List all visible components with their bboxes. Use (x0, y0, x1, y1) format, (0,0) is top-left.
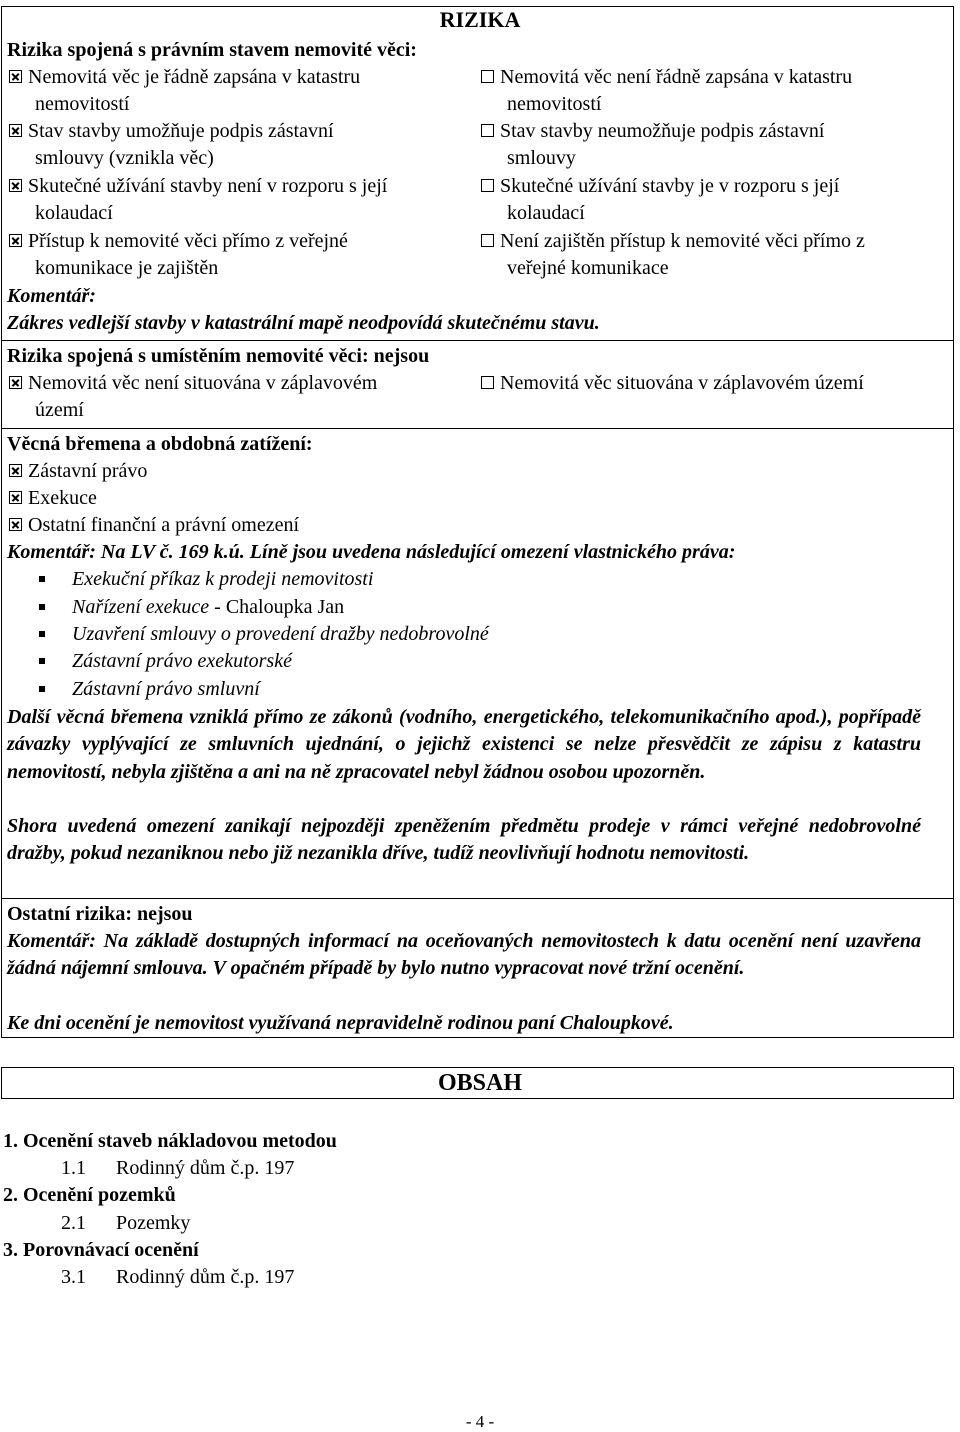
bremena-paragraph-2: Shora uvedená omezení zanikají nejpozději zpeněžením předmětu prodeje v rámci veřejné nedobrovolné dražby, pokud nezaniknou nebo již nezanikla dříve, tudíž neovlivňují hodnotu nemovitosti. (7, 815, 921, 865)
rizika-title: RIZIKA (439, 7, 521, 32)
square-bullet-icon (39, 576, 45, 582)
empty-box-icon[interactable] (481, 376, 494, 389)
checked-box-icon[interactable] (9, 464, 22, 477)
pravni-right-item-cont: nemovitostí (507, 93, 602, 115)
bremena-comment (7, 539, 735, 566)
pravni-comment-label: Komentář: (7, 285, 96, 307)
page-number: - 4 - (465, 1412, 495, 1431)
list-item: Zástavní právo smluvní (39, 676, 260, 703)
bremena-item[interactable]: Ostatní finanční a právní omezení (9, 512, 299, 539)
umisteni-heading: Rizika spojená s umístěním nemovité věci: nejsou (7, 345, 430, 367)
pravni-left-item[interactable]: Nemovitá věc je řádně zapsána v katastru (9, 64, 360, 91)
empty-box-icon[interactable] (481, 234, 494, 247)
toc-section[interactable]: 3. Porovnávací ocenění (3, 1239, 199, 1261)
ostatni-comment-label: Komentář: (7, 930, 96, 952)
bremena-item[interactable]: Zástavní právo (9, 458, 147, 485)
obsah-title: OBSAH (437, 1070, 523, 1096)
umisteni-right-item[interactable]: Nemovitá věc situována v záplavovém území (481, 370, 864, 397)
ostatni-heading: Ostatní rizika: nejsou (7, 903, 193, 925)
section-divider (2, 340, 953, 341)
pravni-right-item-cont: kolaudací (507, 202, 585, 224)
bremena-heading: Věcná břemena a obdobná zatížení: (7, 433, 313, 455)
toc-item[interactable]: Pozemky (116, 1212, 191, 1234)
ostatni-comment (7, 928, 921, 983)
square-bullet-icon (39, 604, 45, 610)
pravni-left-item[interactable]: Přístup k nemovité věci přímo z veřejné (9, 228, 348, 255)
pravni-heading: Rizika spojená s právním stavem nemovité věci: (7, 39, 417, 61)
ostatni-comment-text: Na základě dostupných informací na oceňovaných nemovitostech k datu ocenění není uzavřena žádná nájemní smlouva. V opačném případě by bylo nutno vypracovat nové tržní ocenění. (7, 930, 921, 980)
pravni-left-item-cont: kolaudací (35, 202, 113, 224)
checked-box-icon[interactable] (9, 124, 22, 137)
list-item: Nařízení exekuce - Chaloupka Jan (39, 594, 344, 621)
pravni-right-item-cont: veřejné komunikace (507, 257, 669, 279)
pravni-right-item[interactable]: Stav stavby neumožňuje podpis zástavní (481, 118, 824, 145)
umisteni-left-item-cont: území (35, 399, 84, 421)
pravni-right-item[interactable]: Nemovitá věc není řádně zapsána v katastru (481, 64, 852, 91)
list-item: Uzavření smlouvy o provedení dražby nedobrovolné (39, 621, 489, 648)
pravni-right-item[interactable]: Skutečné užívání stavby je v rozporu s její (481, 173, 839, 200)
toc-item-number: 3.1 (61, 1266, 86, 1288)
toc-section[interactable]: 1. Ocenění staveb nákladovou metodou (3, 1130, 337, 1152)
pravni-left-item[interactable]: Skutečné užívání stavby není v rozporu s její (9, 173, 387, 200)
ostatni-last: Ke dni ocenění je nemovitost využívaná nepravidelně rodinou paní Chaloupkové. (7, 1012, 674, 1034)
toc-item-number: 2.1 (61, 1212, 86, 1234)
pravni-left-item-cont: komunikace je zajištěn (35, 257, 219, 279)
pravni-left-item-cont: nemovitostí (35, 93, 130, 115)
bremena-comment-text: Na LV č. 169 k.ú. Líně jsou uvedena následující omezení vlastnického práva: (100, 541, 736, 563)
toc-item[interactable]: Rodinný dům č.p. 197 (116, 1157, 295, 1179)
checked-box-icon[interactable] (9, 491, 22, 504)
checked-box-icon[interactable] (9, 376, 22, 389)
list-item: Zástavní právo exekutorské (39, 648, 292, 675)
checked-box-icon[interactable] (9, 70, 22, 83)
list-item: Exekuční příkaz k prodeji nemovitosti (39, 566, 373, 593)
pravni-left-item-cont: smlouvy (vznikla věc) (35, 147, 214, 169)
toc-item-number: 1.1 (61, 1157, 86, 1179)
bremena-paragraph-1: Další věcná břemena vzniklá přímo ze zákonů (vodního, energetického, telekomunikačního apod.), popřípadě závazky vyplývající ze smluvních ujednání, o jejichž existenci se nelze přesvědčit ze zápisu z katastru nemovitostí, nebyla zjištěna a ani na ně zpracovatel nebyl žádnou osobou upozorněn. (7, 706, 921, 783)
bremena-comment-label: Komentář: (7, 541, 96, 563)
square-bullet-icon (39, 658, 45, 664)
checked-box-icon[interactable] (9, 234, 22, 247)
section-divider (2, 898, 953, 899)
umisteni-left-item[interactable]: Nemovitá věc není situována v záplavovém (9, 370, 377, 397)
toc-item[interactable]: Rodinný dům č.p. 197 (116, 1266, 295, 1288)
pravni-right-item-cont: smlouvy (507, 147, 576, 169)
empty-box-icon[interactable] (481, 179, 494, 192)
pravni-comment-text: Zákres vedlejší stavby v katastrální mapě neodpovídá skutečnému stavu. (7, 312, 600, 334)
square-bullet-icon (39, 686, 45, 692)
pravni-right-item[interactable]: Není zajištěn přístup k nemovité věci přímo z (481, 228, 865, 255)
square-bullet-icon (39, 631, 45, 637)
empty-box-icon[interactable] (481, 124, 494, 137)
section-divider (2, 428, 953, 429)
bremena-item[interactable]: Exekuce (9, 485, 97, 512)
empty-box-icon[interactable] (481, 70, 494, 83)
toc-section[interactable]: 2. Ocenění pozemků (3, 1184, 176, 1206)
checked-box-icon[interactable] (9, 179, 22, 192)
checked-box-icon[interactable] (9, 518, 22, 531)
pravni-left-item[interactable]: Stav stavby umožňuje podpis zástavní (9, 118, 334, 145)
